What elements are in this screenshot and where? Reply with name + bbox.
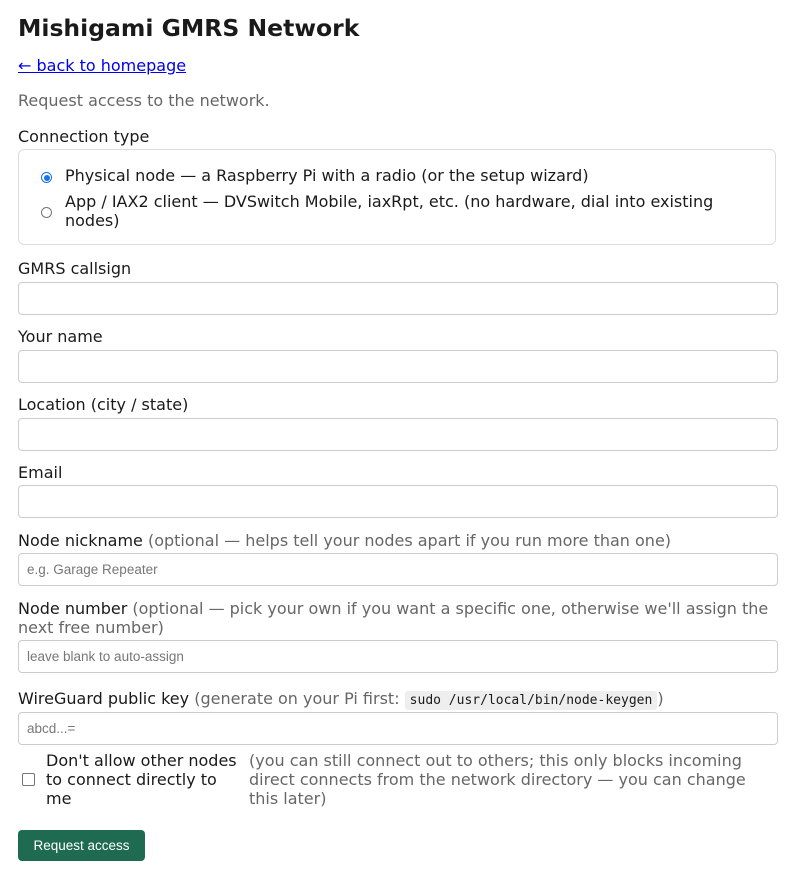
location-field-box bbox=[18, 418, 778, 451]
email-label: Email bbox=[18, 463, 63, 482]
name-input[interactable] bbox=[19, 351, 777, 382]
email-input[interactable] bbox=[19, 486, 777, 517]
physical-node-radio[interactable] bbox=[41, 172, 52, 183]
wireguard-hint-close: ) bbox=[657, 689, 664, 708]
back-to-homepage-link[interactable]: ← back to homepage bbox=[18, 56, 187, 75]
wireguard-hint: (generate on your Pi first: bbox=[194, 689, 400, 708]
nickname-label-text: Node nickname bbox=[18, 531, 143, 550]
block-incoming-label[interactable]: Don't allow other nodes to connect directly to me bbox=[46, 751, 237, 808]
location-input[interactable] bbox=[19, 419, 777, 450]
nickname-label bbox=[18, 531, 671, 550]
node-number-label bbox=[18, 599, 778, 637]
request-access-button[interactable]: Request access bbox=[18, 830, 145, 861]
nickname-hint: (optional — helps tell your nodes apart if you run more than one) bbox=[147, 531, 672, 550]
intro-text: Request access to the network. bbox=[18, 91, 270, 110]
connection-type-label: Connection type bbox=[18, 127, 150, 146]
name-label: Your name bbox=[18, 327, 103, 346]
node-number-label-text: Node number bbox=[18, 599, 128, 618]
callsign-label: GMRS callsign bbox=[18, 259, 132, 278]
keygen-command: sudo /usr/local/bin/node-keygen bbox=[405, 691, 658, 710]
page-title: Mishigami GMRS Network bbox=[18, 14, 360, 42]
physical-node-option-label[interactable]: Physical node — a Raspberry Pi with a radio (or the setup wizard) bbox=[65, 166, 589, 185]
node-number-hint: (optional — pick your own if you want a specific one, otherwise we'll assign the next free number) bbox=[18, 599, 769, 637]
wireguard-label-text: WireGuard public key bbox=[18, 689, 190, 708]
wireguard-label bbox=[18, 689, 664, 710]
connection-type-group bbox=[18, 149, 776, 245]
wireguard-field-box bbox=[18, 712, 778, 745]
app-client-radio[interactable] bbox=[41, 207, 52, 218]
app-client-option-label[interactable]: App / IAX2 client — DVSwitch Mobile, iaxRpt, etc. (no hardware, dial into existing nodes) bbox=[65, 192, 714, 230]
callsign-field-box bbox=[18, 282, 778, 315]
block-incoming-checkbox[interactable] bbox=[22, 773, 35, 786]
email-field-box bbox=[18, 485, 778, 518]
nickname-field-box bbox=[18, 553, 778, 586]
location-label: Location (city / state) bbox=[18, 395, 189, 414]
node-number-input[interactable] bbox=[19, 641, 777, 672]
name-field-box bbox=[18, 350, 778, 383]
block-incoming-hint: (you can still connect out to others; this only blocks incoming direct connects from the network directory — you can change this later) bbox=[249, 751, 746, 808]
node-number-field-box bbox=[18, 640, 778, 673]
callsign-input[interactable] bbox=[19, 283, 777, 314]
nickname-input[interactable] bbox=[19, 554, 777, 585]
wireguard-key-input[interactable] bbox=[19, 713, 777, 744]
